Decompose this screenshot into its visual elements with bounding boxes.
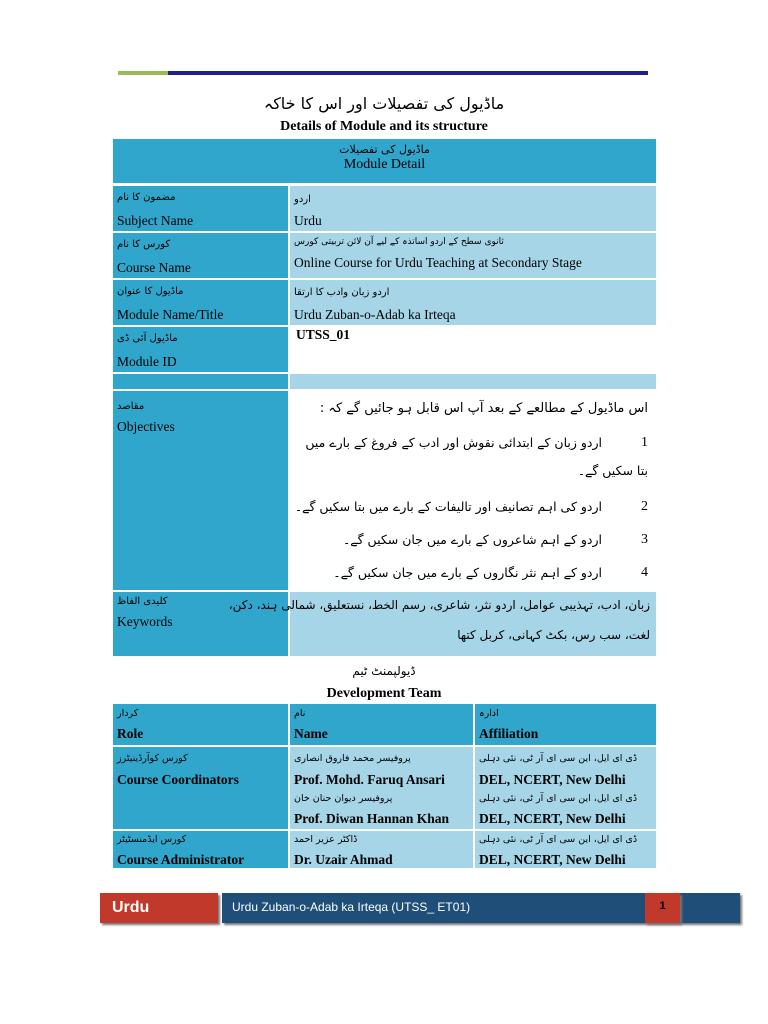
affiliation-urdu: ڈی ای ایل، این سی ای آر ٹی، نئی دہلی — [479, 834, 638, 845]
objective-text: اردو کے اہم شاعروں کے بارے میں جان سکیں گے۔ — [342, 532, 602, 547]
name-english: Dr. Uzair Ahmad — [294, 852, 393, 867]
affiliations-cell — [475, 831, 656, 868]
footer-title: Urdu Zuban-o-Adab ka Irteqa (UTSS_ ET01) — [222, 893, 740, 923]
objective-item — [290, 532, 656, 556]
module-title-label-english: Module Name/Title — [117, 307, 224, 322]
keywords-line-2: لغت، سب رس، بکٹ کہانی، کربل کتھا — [457, 628, 650, 642]
column-header-role-english: Role — [117, 726, 144, 741]
name-urdu: پروفیسر دیوان حنان خان — [294, 793, 393, 804]
course-name-label-urdu: کورس کا نام — [117, 239, 171, 250]
column-header-name — [290, 704, 473, 745]
objectives-intro: اس ماڈیول کے مطالعے کے بعد آپ اس قابل ہو جائیں گے کہ : — [319, 401, 648, 416]
objectives-label-english: Objectives — [117, 419, 175, 434]
affiliation-english: DEL, NCERT, New Delhi — [479, 852, 626, 867]
page-footer — [100, 893, 680, 925]
module-id-label-english: Module ID — [117, 354, 177, 369]
keywords-label-urdu: کلیدی الفاظ — [117, 596, 168, 607]
footer-subject: Urdu — [100, 893, 218, 923]
table-row — [113, 831, 288, 868]
name-urdu: ڈاکٹر عزیر احمد — [294, 834, 358, 845]
affiliation-english: DEL, NCERT, New Delhi — [479, 772, 626, 787]
module-id-value-text: UTSS_01 — [296, 327, 351, 342]
objective-item — [290, 499, 656, 523]
column-header-affiliation — [475, 704, 656, 745]
course-name-value-urdu: ثانوی سطح کے اردو اساتذہ کے لیے آن لائن تربیتی کورس — [294, 237, 504, 247]
objective-number: 2 — [641, 499, 648, 514]
module-title-value-english: Urdu Zuban-o-Adab ka Irteqa — [294, 307, 456, 322]
objectives-label — [113, 391, 288, 590]
name-urdu: پروفیسر محمد فاروق انصاری — [294, 753, 411, 764]
module-detail-heading-english: Module Detail — [343, 157, 426, 172]
objective-text: اردو کی اہم تصانیف اور تالیفات کے بارے میں بتا سکیں گے۔ — [294, 499, 602, 514]
module-detail-heading-urdu: ماڈیول کی تفصیلات — [339, 143, 430, 156]
name-english: Prof. Mohd. Faruq Ansari — [294, 772, 445, 787]
column-header-name-english: Name — [294, 726, 328, 741]
names-cell — [290, 747, 473, 829]
module-id-label-urdu: ماڈیول آئی ڈی — [117, 333, 178, 344]
affiliation-urdu: ڈی ای ایل، این سی ای آر ٹی، نئی دہلی — [479, 793, 638, 804]
objective-item — [290, 565, 656, 589]
names-cell — [290, 831, 473, 868]
affiliation-english: DEL, NCERT, New Delhi — [479, 811, 626, 826]
objective-item — [290, 433, 656, 483]
page-title: Details of Module and its structure — [280, 119, 488, 134]
course-name-label — [113, 233, 288, 278]
development-team-heading: Development Team — [326, 686, 442, 701]
column-header-role-urdu: کردار — [117, 708, 139, 719]
column-header-role — [113, 704, 288, 745]
role-english: Course Coordinators — [117, 772, 239, 787]
module-title-value-urdu: اردو زبان وادب کا ارتقا — [294, 287, 390, 298]
affiliation-urdu: ڈی ای ایل، این سی ای آر ٹی، نئی دہلی — [479, 753, 638, 764]
subject-name-value — [290, 186, 656, 231]
subject-name-value-urdu: اردو — [294, 194, 311, 205]
keywords-line-1: زبان، ادب، تہذیبی عوامل، اردو نثر، شاعری، رسم الخط، نستعلیق، شمالی ہند، دکن، — [228, 598, 650, 612]
objective-text: اردو کے اہم نثر نگاروں کے بارے میں جان سکیں گے۔ — [333, 565, 602, 580]
subject-name-value-english: Urdu — [294, 213, 322, 228]
objective-text: اردو زبان کے ابتدائی نقوش اور ادب کے فروغ کے بارے میں — [305, 435, 602, 450]
objectives-label-urdu: مقاصد — [117, 401, 145, 412]
keywords-value — [228, 592, 656, 656]
spacer-label-cell — [113, 374, 288, 389]
spacer-value-cell — [290, 374, 656, 389]
role-urdu: کورس کوآرڈینیٹرز — [117, 753, 188, 764]
objectives-value — [290, 391, 656, 590]
objective-number: 1 — [641, 435, 648, 450]
subject-name-label-urdu: مضمون کا نام — [117, 192, 176, 203]
role-english: Course Administrator — [117, 852, 245, 867]
column-header-name-urdu: نام — [294, 708, 306, 719]
subject-name-label — [113, 186, 288, 231]
affiliations-cell — [475, 747, 656, 829]
course-name-value — [290, 233, 656, 278]
module-detail-heading — [113, 139, 656, 183]
name-english: Prof. Diwan Hannan Khan — [294, 811, 450, 826]
objective-number: 4 — [641, 565, 648, 580]
column-header-affiliation-urdu: ادارہ — [479, 708, 499, 719]
subject-name-label-english: Subject Name — [117, 213, 194, 228]
objective-number: 3 — [641, 532, 648, 547]
module-title-label — [113, 280, 288, 325]
module-id-value — [290, 327, 656, 372]
top-rule — [118, 71, 648, 76]
role-urdu: کورس ایڈمنسٹیٹر — [117, 834, 187, 845]
module-id-label — [113, 327, 288, 372]
module-title-value — [290, 280, 656, 325]
top-rule-navy — [168, 71, 648, 75]
table-row — [113, 747, 288, 829]
top-rule-green — [118, 71, 168, 75]
course-name-value-english: Online Course for Urdu Teaching at Secondary Stage — [294, 255, 582, 270]
page-title-urdu: ماڈیول کی تفصیلات اور اس کا خاکہ — [263, 94, 505, 113]
objective-text-continued: بتا سکیں گے۔ — [577, 463, 648, 478]
development-team-heading-urdu: ڈیولپمنٹ ٹیم — [352, 664, 416, 678]
column-header-affiliation-english: Affiliation — [479, 726, 539, 741]
module-title-label-urdu: ماڈیول کا عنوان — [117, 286, 184, 297]
keywords-label-english: Keywords — [117, 614, 173, 629]
course-name-label-english: Course Name — [117, 260, 191, 275]
footer-page-number: 1 — [645, 893, 680, 923]
